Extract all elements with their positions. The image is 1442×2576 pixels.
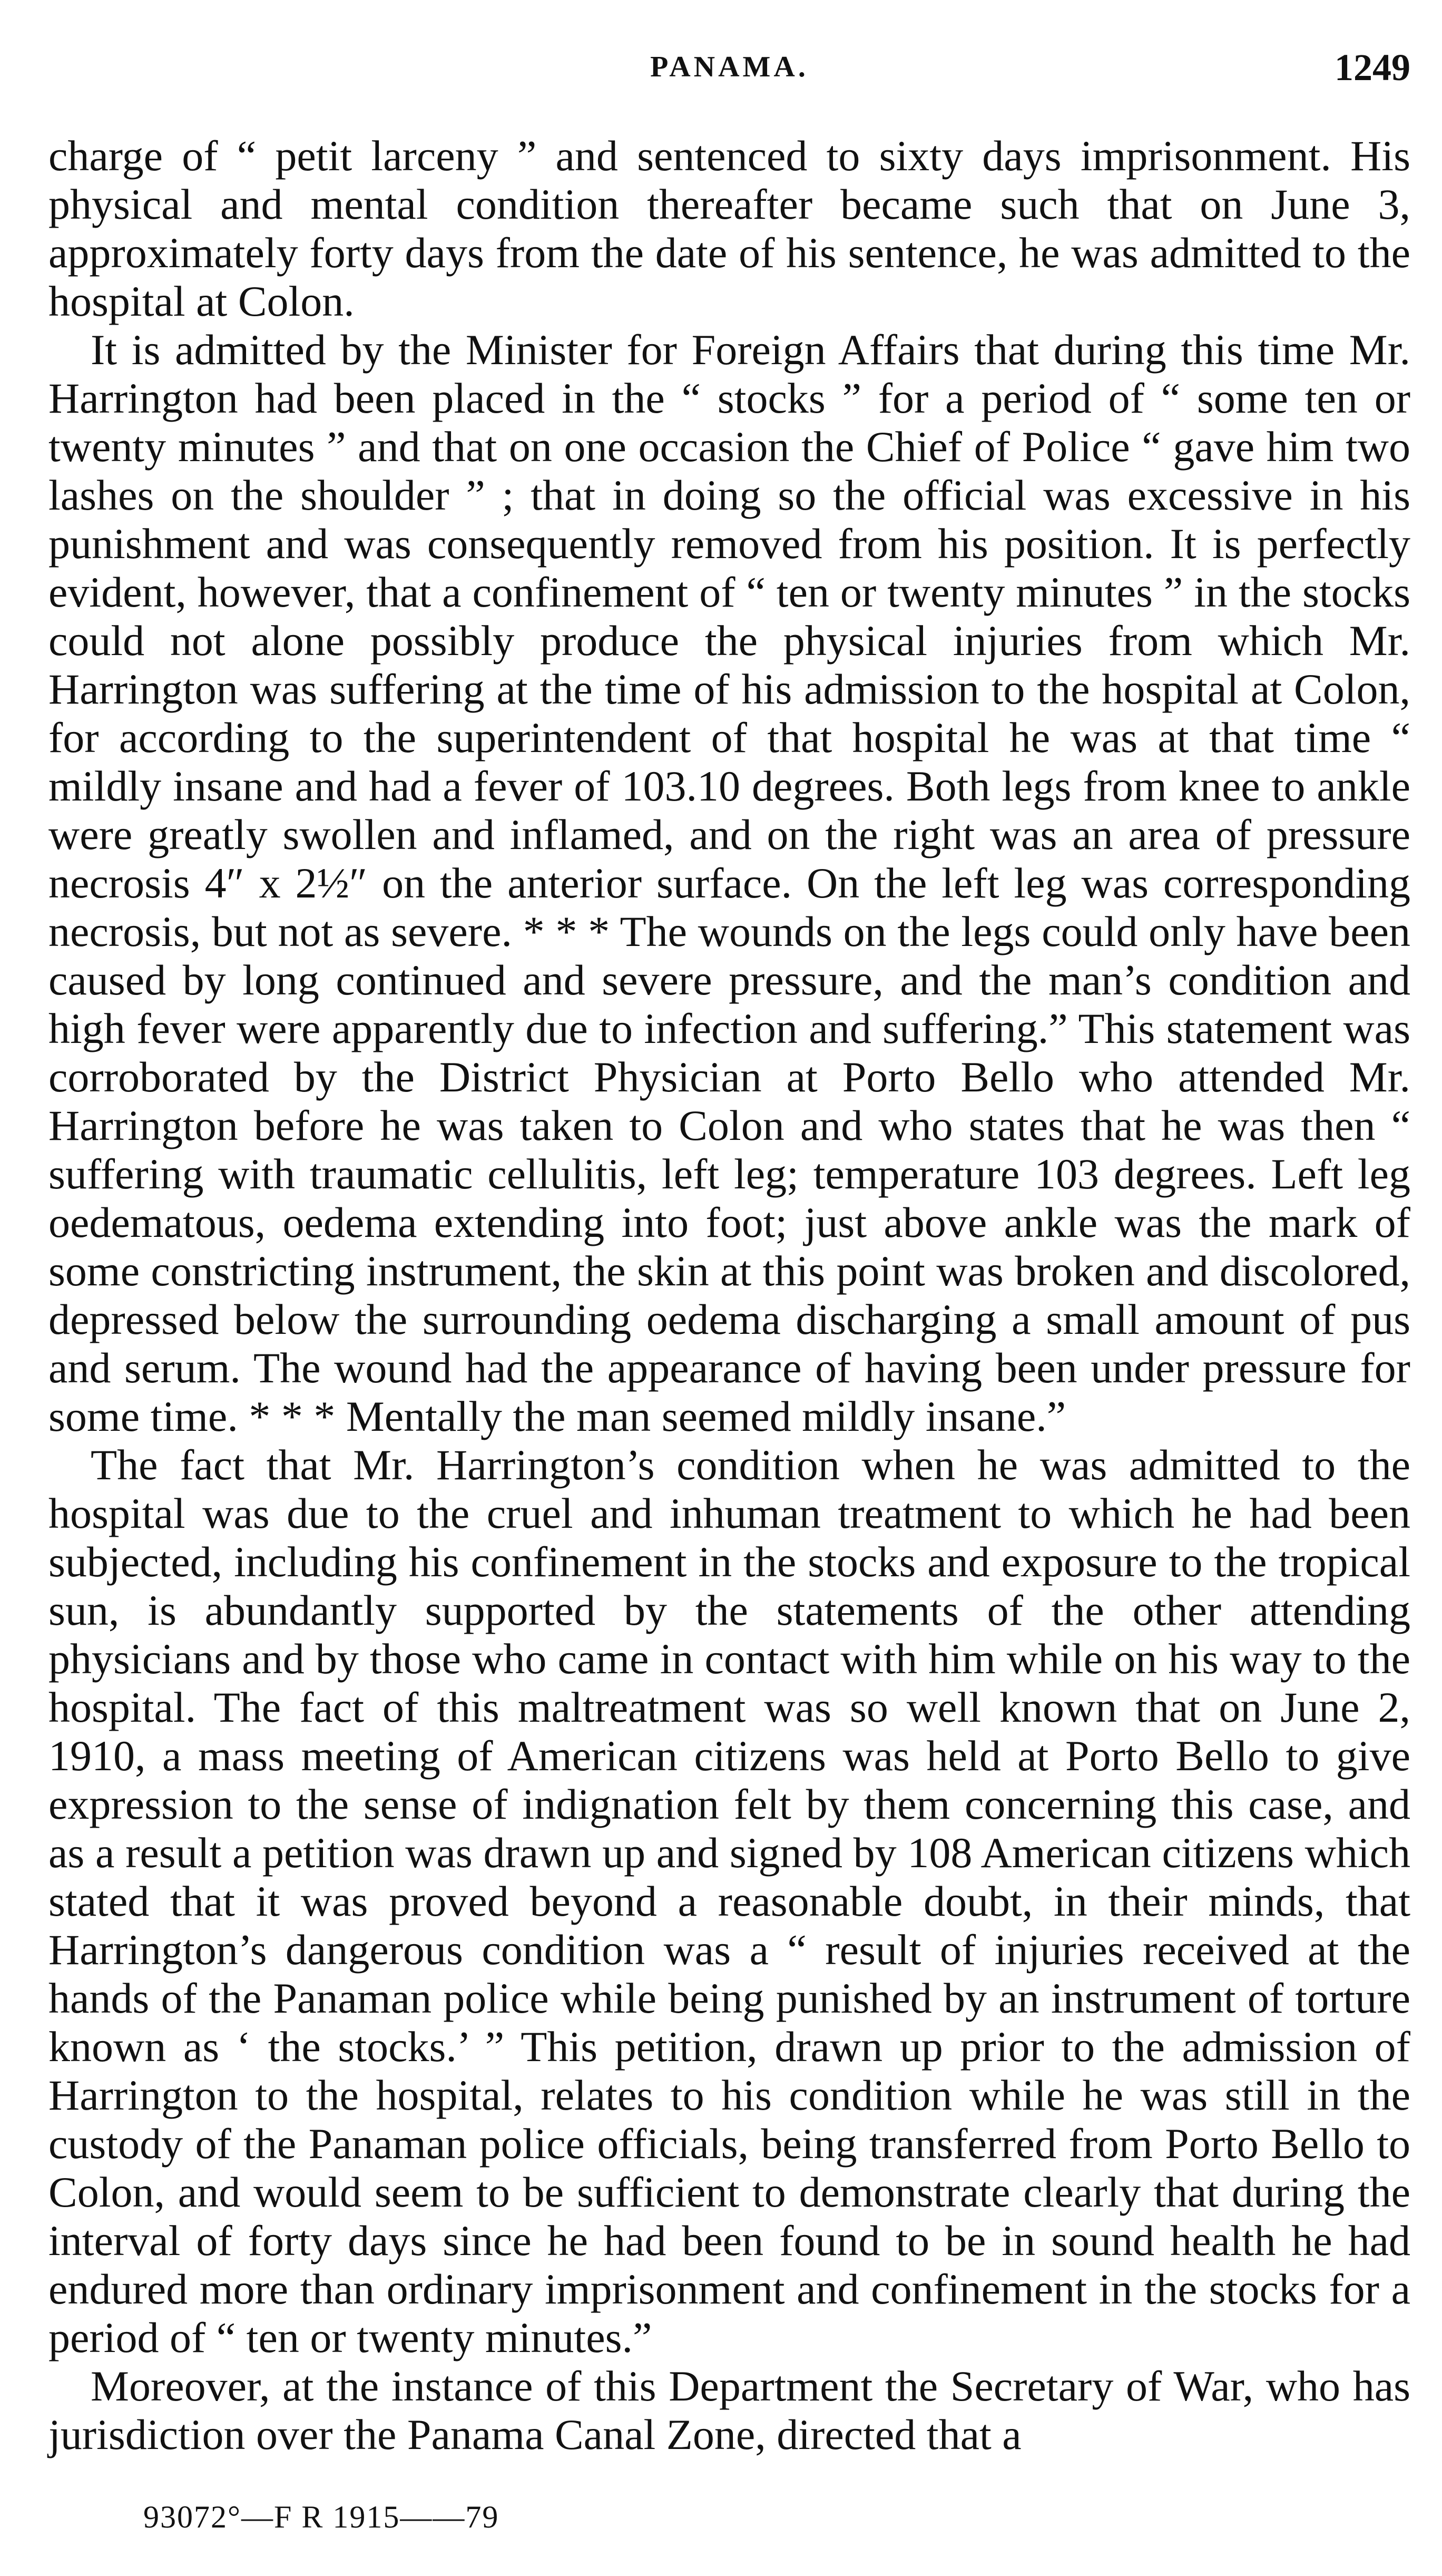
paragraph-continuation: charge of “ petit larceny ” and sentenced to sixty days imprisonment. His physical and mental condition thereafter became such that on June 3, approximately forty days from the date of his sentence, he was admitted to the hospital at Colon. [48, 132, 1410, 325]
paragraph-maltreatment: The fact that Mr. Harrington’s condition when he was admitted to the hospital was due to the cruel and inhuman treatment to which he had been subjected, including his confinement in the stocks and exposure to the tropical sun, is abundantly supported by the statements of the other attending physicians and by those who came in contact with him while on his way to the hospital. The fact of this maltreatment was so well known that on June 2, 1910, a mass meeting of American citizens was held at Porto Bello to give expression to the sense of indignation felt by them concerning this case, and as a result a petition was drawn up and signed by 108 American citizens which stated that it was proved beyond a reasonable doubt, in their minds, that Harrington’s dangerous condition was a “ result of injuries received at the hands of the Panaman police while being punished by an instrument of torture known as ‘ the stocks.’ ” This petition, drawn up prior to the admission of Harrington to the hospital, relates to his condition while he was still in the custody of the Panaman police officials, being transferred from Porto Bello to Colon, and would seem to be sufficient to demonstrate clearly that during the interval of forty days since he had been found to be in sound health he had endured more than ordinary imprisonment and confinement in the stocks for a period of “ ten or twenty minutes.” [48, 1441, 1410, 2362]
paragraph-minister-admission: It is admitted by the Minister for Foreign Affairs that during this time Mr. Harrington had been placed in the “ stocks ” for a period of “ some ten or twenty minutes ” and that on one occasion the Chief of Police “ gave him two lashes on the shoulder ” ; that in doing so the official was excessive in his punishment and was consequently removed from his position. It is perfectly evident, however, that a confinement of “ ten or twenty minutes ” in the stocks could not alone possibly produce the physical injuries from which Mr. Harrington was suffering at the time of his admission to the hospital at Colon, for according to the superintendent of that hospital he was at that time “ mildly insane and had a fever of 103.10 degrees. Both legs from knee to ankle were greatly swollen and inflamed, and on the right was an area of pressure necrosis 4″ x 2½″ on the anterior surface. On the left leg was corresponding necrosis, but not as severe. * * * The wounds on the legs could only have been caused by long continued and severe pressure, and the man’s condition and high fever were apparently due to infection and suffering.” This statement was corroborated by the District Physician at Porto Bello who attended Mr. Harrington before he was taken to Colon and who states that he was then “ suffering with traumatic cellulitis, left leg; temperature 103 degrees. Left leg oedematous, oedema extending into foot; just above ankle was the mark of some constricting instrument, the skin at this point was broken and discolored, depressed below the surrounding oedema discharging a small amount of pus and serum. The wound had the appearance of having been under pressure for some time. * * * Mentally the man seemed mildly insane.” [48, 326, 1410, 1440]
page-number: 1249 [1335, 46, 1410, 89]
running-head [48, 46, 1410, 97]
body-text [48, 132, 1410, 2459]
footer-signature: 93072°—F R 1915——79 [143, 2500, 499, 2534]
document-page [48, 0, 1410, 2576]
running-title: PANAMA. [650, 51, 809, 83]
paragraph-secretary-of-war: Moreover, at the instance of this Department the Secretary of War, who has jurisdiction over the Panama Canal Zone, directed that a [48, 2362, 1410, 2458]
